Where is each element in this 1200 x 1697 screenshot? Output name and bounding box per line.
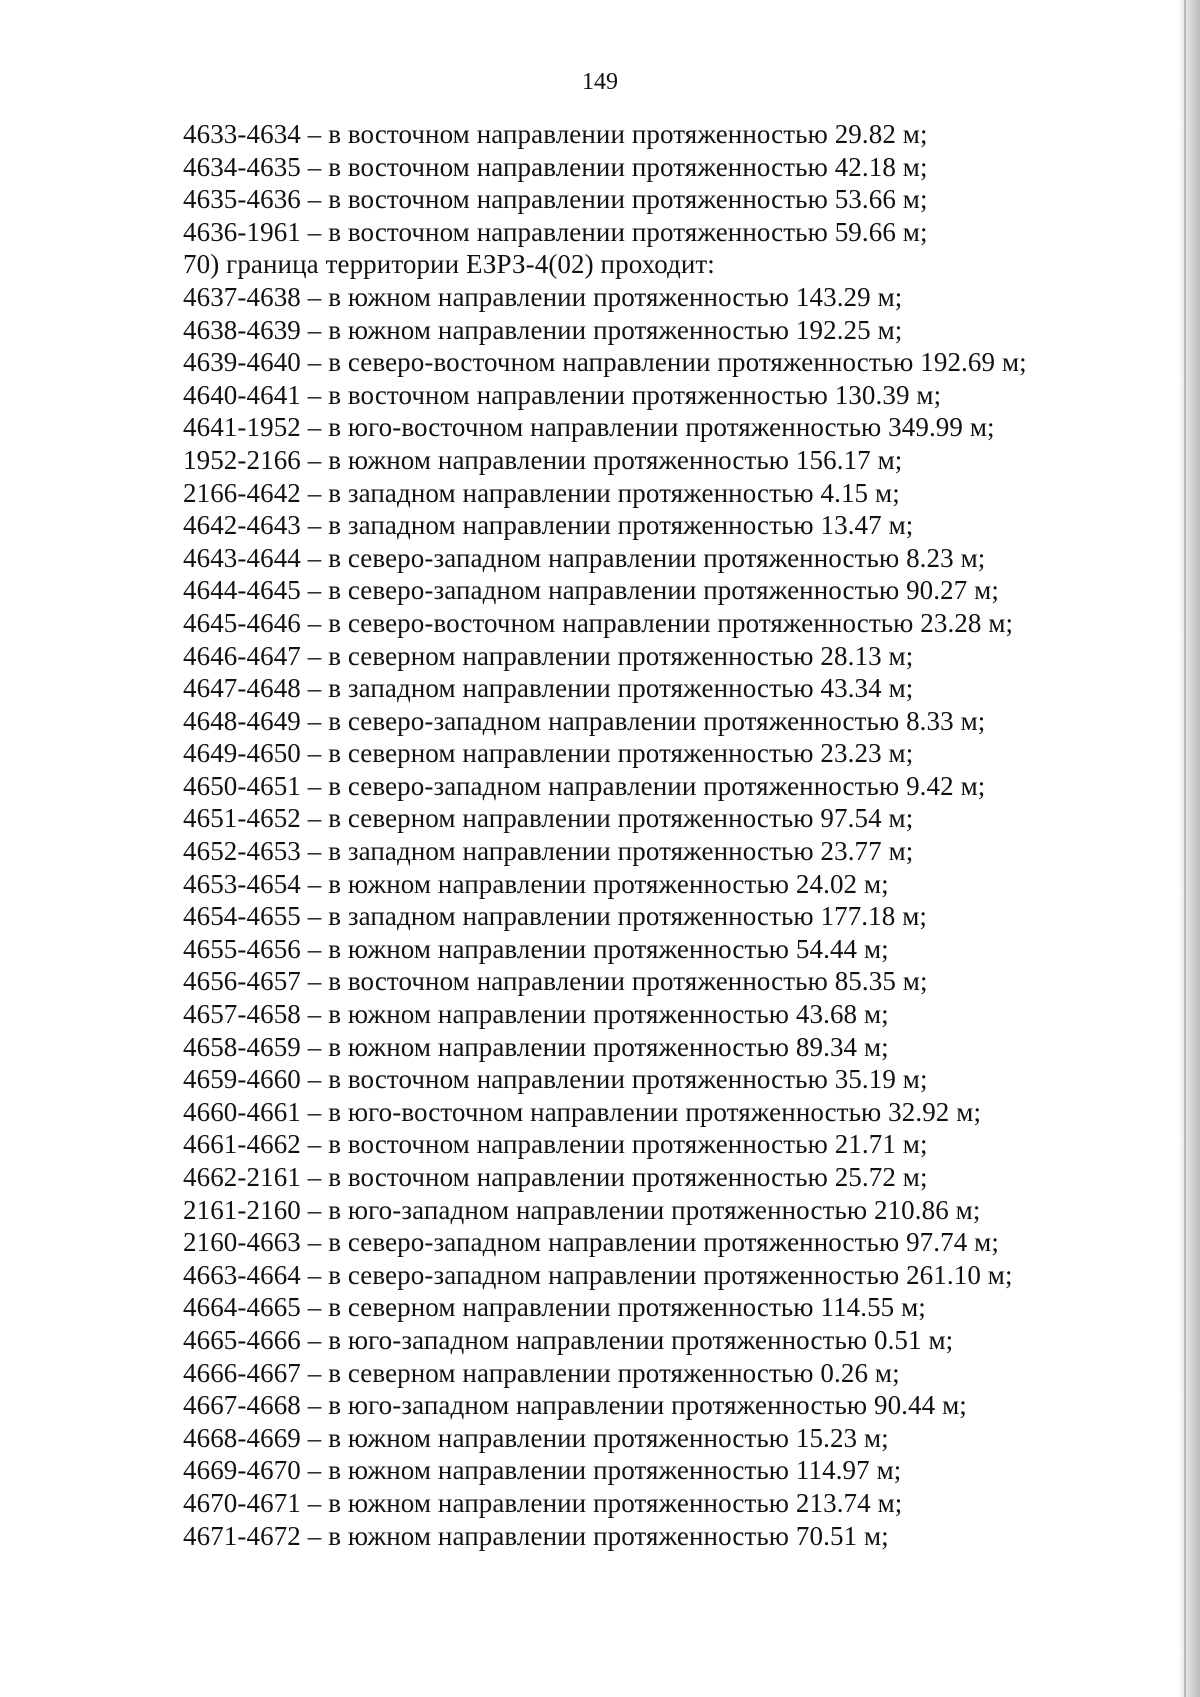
text-line: 4653-4654 – в южном направлении протяженностью 24.02 м; [183,868,889,899]
text-line: 4671-4672 – в южном направлении протяженностью 70.51 м; [183,1520,889,1551]
text-line: 4662-2161 – в восточном направлении протяженностью 25.72 м; [183,1162,928,1192]
text-line: 4635-4636 – в восточном направлении протяженностью 53.66 м; [183,184,928,215]
text-line: 1952-2166 – в южном направлении протяженностью 156.17 м; [183,444,903,475]
text-line: 4644-4645 – в северо-западном направлении протяженностью 90.27 м; [183,575,999,606]
text-line: 4656-4657 – в восточном направлении протяженностью 85.35 м; [183,966,928,997]
scan-edge-line [1184,0,1186,1697]
text-line: 4667-4668 – в юго-западном направлении протяженностью 90.44 м; [183,1390,967,1421]
text-line: 4657-4658 – в южном направлении протяженностью 43.68 м; [183,999,889,1030]
text-line: 4646-4647 – в северном направлении протяженностью 28.13 м; [183,640,914,671]
text-line: 4649-4650 – в северном направлении протяженностью 23.23 м; [183,738,914,769]
text-line: 4642-4643 – в западном направлении протяженностью 13.47 м; [183,510,914,541]
text-line: 4639-4640 – в северо-восточном направлении протяженностью 192.69 м; [183,347,1027,378]
text-line: 4666-4667 – в северном направлении протяженностью 0.26 м; [183,1357,900,1388]
text-line: 4643-4644 – в северо-западном направлении протяженностью 8.23 м; [183,542,986,573]
text-line: 4640-4641 – в восточном направлении протяженностью 130.39 м; [183,379,942,410]
text-line: 2161-2160 – в юго-западном направлении протяженностью 210.86 м; [183,1194,981,1225]
text-line: 4633-4634 – в восточном направлении протяженностью 29.82 м; [183,119,928,149]
text-line: 4659-4660 – в восточном направлении протяженностью 35.19 м; [183,1064,928,1095]
text-line: 4660-4661 – в юго-восточном направлении протяженностью 32.92 м; [183,1096,982,1127]
text-line: 4634-4635 – в восточном направлении протяженностью 42.18 м; [183,151,928,182]
text-line: 4658-4659 – в южном направлении протяженностью 89.34 м; [183,1031,889,1062]
text-line: 4650-4651 – в северо-западном направлении протяженностью 9.42 м; [183,770,986,801]
text-line: 4636-1961 – в восточном направлении протяженностью 59.66 м; [183,216,928,247]
text-line: 4641-1952 – в юго-восточном направлении протяженностью 349.99 м; [183,412,995,443]
text-line: 4638-4639 – в южном направлении протяженностью 192.25 м; [183,314,903,345]
text-line: 2160-4663 – в северо-западном направлении протяженностью 97.74 м; [183,1227,999,1258]
text-line: 4669-4670 – в южном направлении протяженностью 114.97 м; [183,1455,902,1486]
text-line: 4668-4669 – в южном направлении протяженностью 15.23 м; [183,1422,889,1453]
text-line: 2166-4642 – в западном направлении протяженностью 4.15 м; [183,477,900,508]
text-line: 4645-4646 – в северо-восточном направлении протяженностью 23.28 м; [183,607,1014,638]
document-body [183,118,1083,1552]
text-line: 4655-4656 – в южном направлении протяженностью 54.44 м; [183,933,889,964]
text-line: 4652-4653 – в западном направлении протяженностью 23.77 м; [183,836,914,867]
text-line: 4665-4666 – в юго-западном направлении протяженностью 0.51 м; [183,1324,954,1355]
text-line: 4664-4665 – в северном направлении протяженностью 114.55 м; [183,1292,926,1323]
text-line: 4637-4638 – в южном направлении протяженностью 143.29 м; [183,281,903,312]
text-line: 4670-4671 – в южном направлении протяженностью 213.74 м; [183,1487,903,1518]
text-line: 70) граница территории ЕЗРЗ-4(02) проходит: [183,249,715,280]
scan-edge-shadow [1178,0,1200,1697]
page-number: 149 [582,69,618,95]
text-line: 4651-4652 – в северном направлении протяженностью 97.54 м; [183,803,914,834]
text-line: 4647-4648 – в западном направлении протяженностью 43.34 м; [183,673,914,704]
text-line: 4654-4655 – в западном направлении протяженностью 177.18 м; [183,901,927,932]
text-line: 4663-4664 – в северо-западном направлении протяженностью 261.10 м; [183,1259,1013,1290]
text-line: 4661-4662 – в восточном направлении протяженностью 21.71 м; [183,1129,928,1160]
text-line: 4648-4649 – в северо-западном направлении протяженностью 8.33 м; [183,705,986,736]
